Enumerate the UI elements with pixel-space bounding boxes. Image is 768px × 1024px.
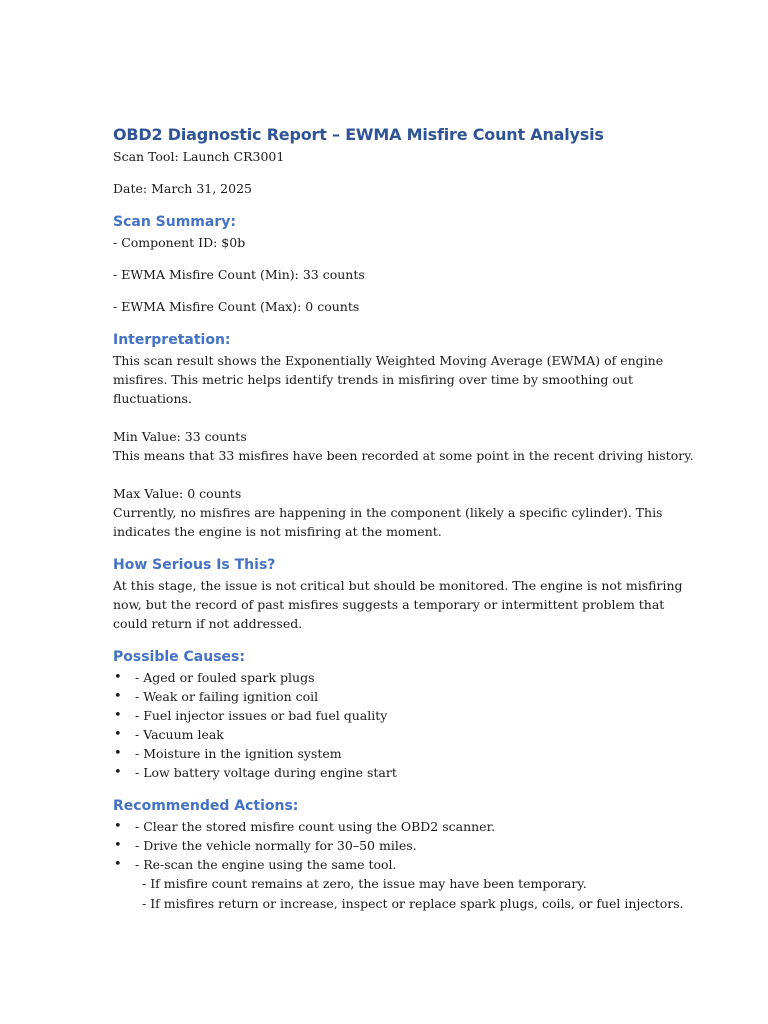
list-item [113,687,673,706]
component-id-line: - Component ID: $0b [113,235,246,250]
bullet-icon: • [114,819,122,834]
cause-text: - Vacuum leak [135,727,224,742]
bullet-icon: • [114,708,122,723]
bullet-icon: • [114,670,122,685]
cause-text: - Weak or failing ignition coil [135,689,319,704]
bullet-icon: • [114,857,122,872]
list-item [113,855,673,874]
causes-heading: Possible Causes: [113,649,245,665]
cause-text: - Moisture in the ignition system [135,746,342,761]
actions-list [113,817,673,874]
list-item [113,668,673,687]
report-document [113,124,694,913]
bullet-icon: • [114,689,122,704]
action-text: - Drive the vehicle normally for 30–50 miles. [135,838,417,853]
interpretation-line-1: This scan result shows the Exponentially Weighted Moving Average (EWMA) of engine [113,353,664,368]
ewma-max-line: - EWMA Misfire Count (Max): 0 counts [113,299,360,314]
interpretation-heading: Interpretation: [113,332,231,348]
bullet-icon: • [114,746,122,761]
date-line: Date: March 31, 2025 [113,181,252,196]
bullet-icon: • [114,838,122,853]
cause-text: - Aged or fouled spark plugs [135,670,315,685]
sub-action-item: - If misfires return or increase, inspect or replace spark plugs, coils, or fuel injectors. [142,895,684,911]
list-item [113,744,673,763]
action-text: - Clear the stored misfire count using the OBD2 scanner. [135,819,496,834]
bullet-icon: • [114,765,122,780]
scan-tool-line: Scan Tool: Launch CR3001 [113,149,285,164]
seriousness-line-2: now, but the record of past misfires suggests a temporary or intermittent problem that [113,597,665,612]
actions-heading: Recommended Actions: [113,798,299,814]
report-title: OBD2 Diagnostic Report – EWMA Misfire Count Analysis [113,125,604,144]
list-item [113,817,673,836]
causes-list [113,668,673,782]
cause-text: - Low battery voltage during engine start [135,765,397,780]
max-value-label: Max Value: 0 counts [113,486,242,501]
max-value-description-2: indicates the engine is not misfiring at the moment. [113,524,442,539]
interpretation-line-3: fluctuations. [113,391,192,406]
list-item [113,725,673,744]
cause-text: - Fuel injector issues or bad fuel quality [135,708,388,723]
action-text: - Re-scan the engine using the same tool. [135,857,397,872]
list-item [113,706,673,725]
min-value-description: This means that 33 misfires have been recorded at some point in the recent driving history. [113,448,694,463]
interpretation-line-2: misfires. This metric helps identify trends in misfiring over time by smoothing out [113,372,633,387]
min-value-label: Min Value: 33 counts [113,429,247,444]
ewma-min-line: - EWMA Misfire Count (Min): 33 counts [113,267,365,282]
seriousness-heading: How Serious Is This? [113,557,276,573]
list-item [113,836,673,855]
scan-summary-heading: Scan Summary: [113,214,236,230]
seriousness-line-3: could return if not addressed. [113,616,303,631]
bullet-icon: • [114,727,122,742]
max-value-description-1: Currently, no misfires are happening in the component (likely a specific cylinder). This [113,505,663,520]
list-item [113,763,673,782]
seriousness-line-1: At this stage, the issue is not critical but should be monitored. The engine is not misfiring [113,578,683,593]
sub-action-item: - If misfire count remains at zero, the issue may have been temporary. [142,876,587,891]
